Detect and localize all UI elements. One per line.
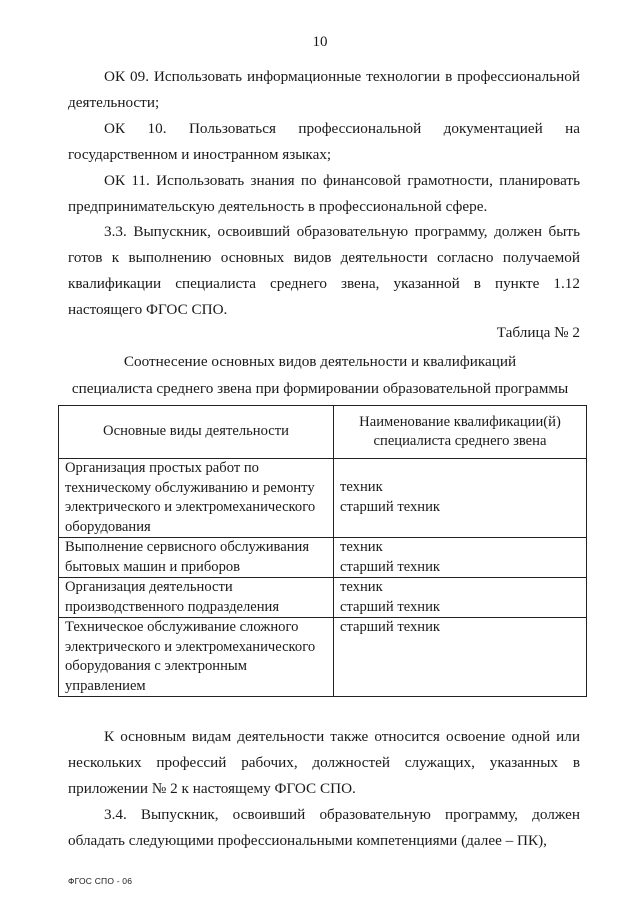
qualification-cell (334, 578, 587, 618)
paragraph-after-table: К основным видам деятельности также относится освоение одной или нескольких профессий рабочих, должностей служащих, указанных в приложении № 2 к настоящему ФГОС СПО. (68, 728, 580, 797)
qualification-cell (334, 618, 587, 697)
activity-cell (59, 578, 334, 618)
table-label: Таблица № 2 (496, 324, 580, 341)
paragraph-ok11: ОК 11. Использовать знания по финансовой грамотности, планировать предпринимательскую деятельность в профессиональной сфере. (68, 172, 580, 215)
table-title-line: специалиста среднего звена при формировании образовательной программы (71, 380, 569, 397)
qualification-line: старший техник (340, 498, 440, 515)
activity-line: техническому обслуживанию и ремонту (65, 479, 315, 496)
header-qualifications-line: Наименование квалификации(й) (359, 413, 561, 430)
header-qualifications (334, 406, 587, 459)
qualification-cell (334, 459, 587, 538)
activity-line: Техническое обслуживание сложного (65, 619, 299, 635)
table-header-row (59, 406, 587, 459)
activity-line: Организация простых работ по (65, 460, 259, 476)
qualification-cell (334, 538, 587, 578)
activity-line: электрического и электромеханического (65, 499, 316, 515)
activity-cell (59, 618, 334, 697)
paragraph-ok10: ОК 10. Пользоваться профессиональной документацией на государственном и иностранном языках; (68, 120, 580, 163)
activity-cell (59, 538, 334, 578)
activity-line: Выполнение сервисного обслуживания (65, 539, 310, 555)
page-number: 10 (312, 34, 328, 50)
qualification-line: техник (340, 539, 383, 555)
activities-table (58, 405, 587, 697)
activity-line: оборудования (65, 518, 151, 535)
qualification-line: техник (340, 479, 383, 495)
table-row (59, 538, 587, 578)
qualification-line: техник (340, 579, 383, 595)
activity-line: электрического и электромеханического (65, 638, 316, 655)
table-title (60, 348, 580, 402)
activity-line: производственного подразделения (65, 598, 280, 615)
activity-line: Организация деятельности (65, 579, 233, 595)
header-qualifications-line: специалиста среднего звена (373, 433, 547, 449)
activity-line: оборудования с электронным (65, 658, 247, 674)
table-row (59, 578, 587, 618)
activity-cell (59, 459, 334, 538)
table-row (59, 459, 587, 538)
qualification-line: старший техник (340, 619, 440, 635)
activity-line: управлением (65, 677, 146, 694)
qualification-line: старший техник (340, 558, 440, 575)
table-title-line: Соотнесение основных видов деятельности и квалификаций (123, 353, 517, 370)
paragraph-ok09: ОК 09. Использовать информационные технологии в профессиональной деятельности; (68, 68, 580, 111)
activity-line: бытовых машин и приборов (65, 558, 241, 575)
header-activities: Основные виды деятельности (59, 406, 334, 459)
footer-code: ФГОС СПО - 06 (68, 876, 133, 886)
qualification-line: старший техник (340, 598, 440, 615)
paragraph-3-3: 3.3. Выпускник, освоивший образовательную программу, должен быть готов к выполнению основных видов деятельности согласно получаемой квалификации специалиста среднего звена, указанной в пункте 1.12 настоящего ФГОС СПО. (68, 223, 580, 318)
table-row (59, 618, 587, 697)
paragraph-3-4: 3.4. Выпускник, освоивший образовательную программу, должен обладать следующими профессиональными компетенциями (далее – ПК), (68, 806, 580, 849)
